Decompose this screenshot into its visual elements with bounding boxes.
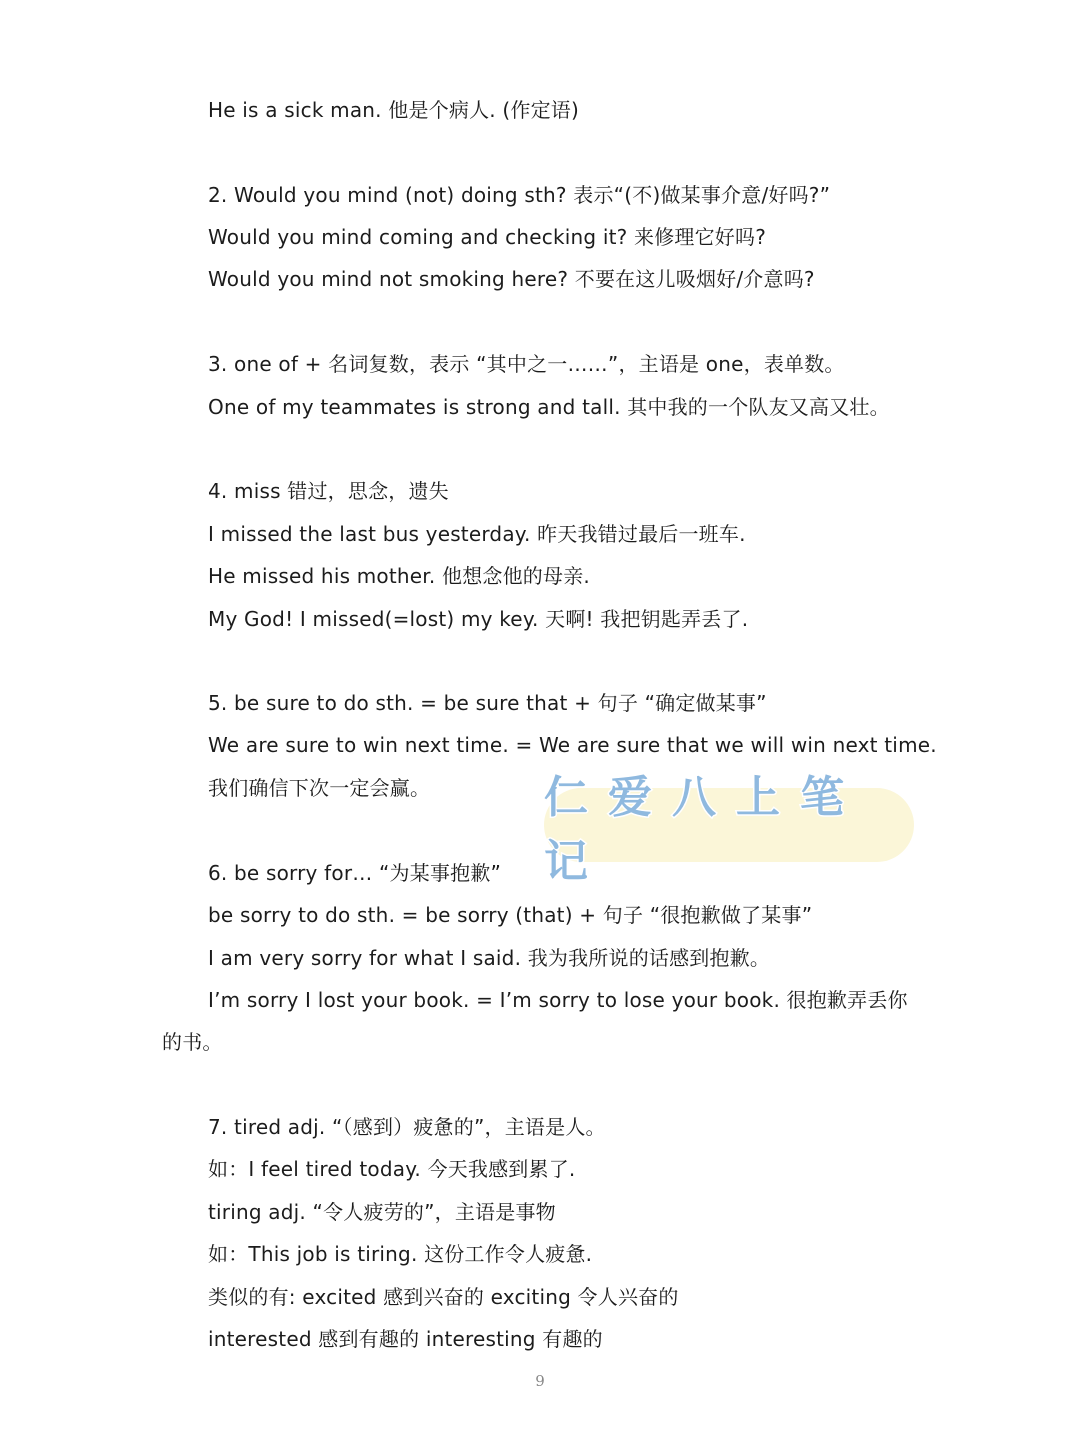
text-line: 3. one of + 名词复数，表示 “其中之一……”，主语是 one，表单数。 [208, 352, 845, 376]
text-line: 2. Would you mind (not) doing sth? 表示“(不)做某事介意/好吗?” [208, 183, 831, 207]
text-line: 5. be sure to do sth. = be sure that + 句子 “确定做某事” [208, 691, 767, 715]
text-line: 我们确信下次一定会赢。 [208, 776, 431, 800]
text-line: I missed the last bus yesterday. 昨天我错过最后一班车. [208, 522, 746, 546]
text-line: 的书。 [162, 1030, 223, 1054]
text-line: Would you mind coming and checking it? 来修理它好吗? [208, 225, 767, 249]
text-line: 6. be sorry for… “为某事抱歉” [208, 861, 502, 885]
text-line: I am very sorry for what I said. 我为我所说的话感到抱歉。 [208, 946, 771, 970]
text-line: 4. miss 错过，思念，遗失 [208, 479, 449, 503]
text-line: My God! I missed(=lost) my key. 天啊! 我把钥匙弄丢了. [208, 607, 749, 631]
text-line: 7. tired adj. “（感到）疲惫的”，主语是人。 [208, 1115, 606, 1139]
text-line: He missed his mother. 他想念他的母亲. [208, 564, 590, 588]
text-line: One of my teammates is strong and tall. 其中我的一个队友又高又壮。 [208, 395, 890, 419]
text-line: 类似的有: excited 感到兴奋的 exciting 令人兴奋的 [208, 1285, 679, 1309]
text-line: 如：I feel tired today. 今天我感到累了. [208, 1157, 576, 1181]
text-line: be sorry to do sth. = be sorry (that) + 句子 “很抱歉做了某事” [208, 903, 813, 927]
text-line: interested 感到有趣的 interesting 有趣的 [208, 1327, 603, 1351]
text-line: tiring adj. “令人疲劳的”，主语是事物 [208, 1200, 556, 1224]
text-line: Would you mind not smoking here? 不要在这儿吸烟好/介意吗? [208, 267, 815, 291]
watermark-sticker: 仁爱八上笔记 [544, 788, 914, 862]
page-number: 9 [535, 1372, 545, 1390]
text-line: 如：This job is tiring. 这份工作令人疲惫. [208, 1242, 593, 1266]
text-line: He is a sick man. 他是个病人. (作定语) [208, 98, 580, 122]
text-line: I’m sorry I lost your book. = I’m sorry to lose your book. 很抱歉弄丢你 [208, 988, 908, 1012]
text-line: We are sure to win next time. = We are sure that we will win next time. [208, 733, 937, 757]
